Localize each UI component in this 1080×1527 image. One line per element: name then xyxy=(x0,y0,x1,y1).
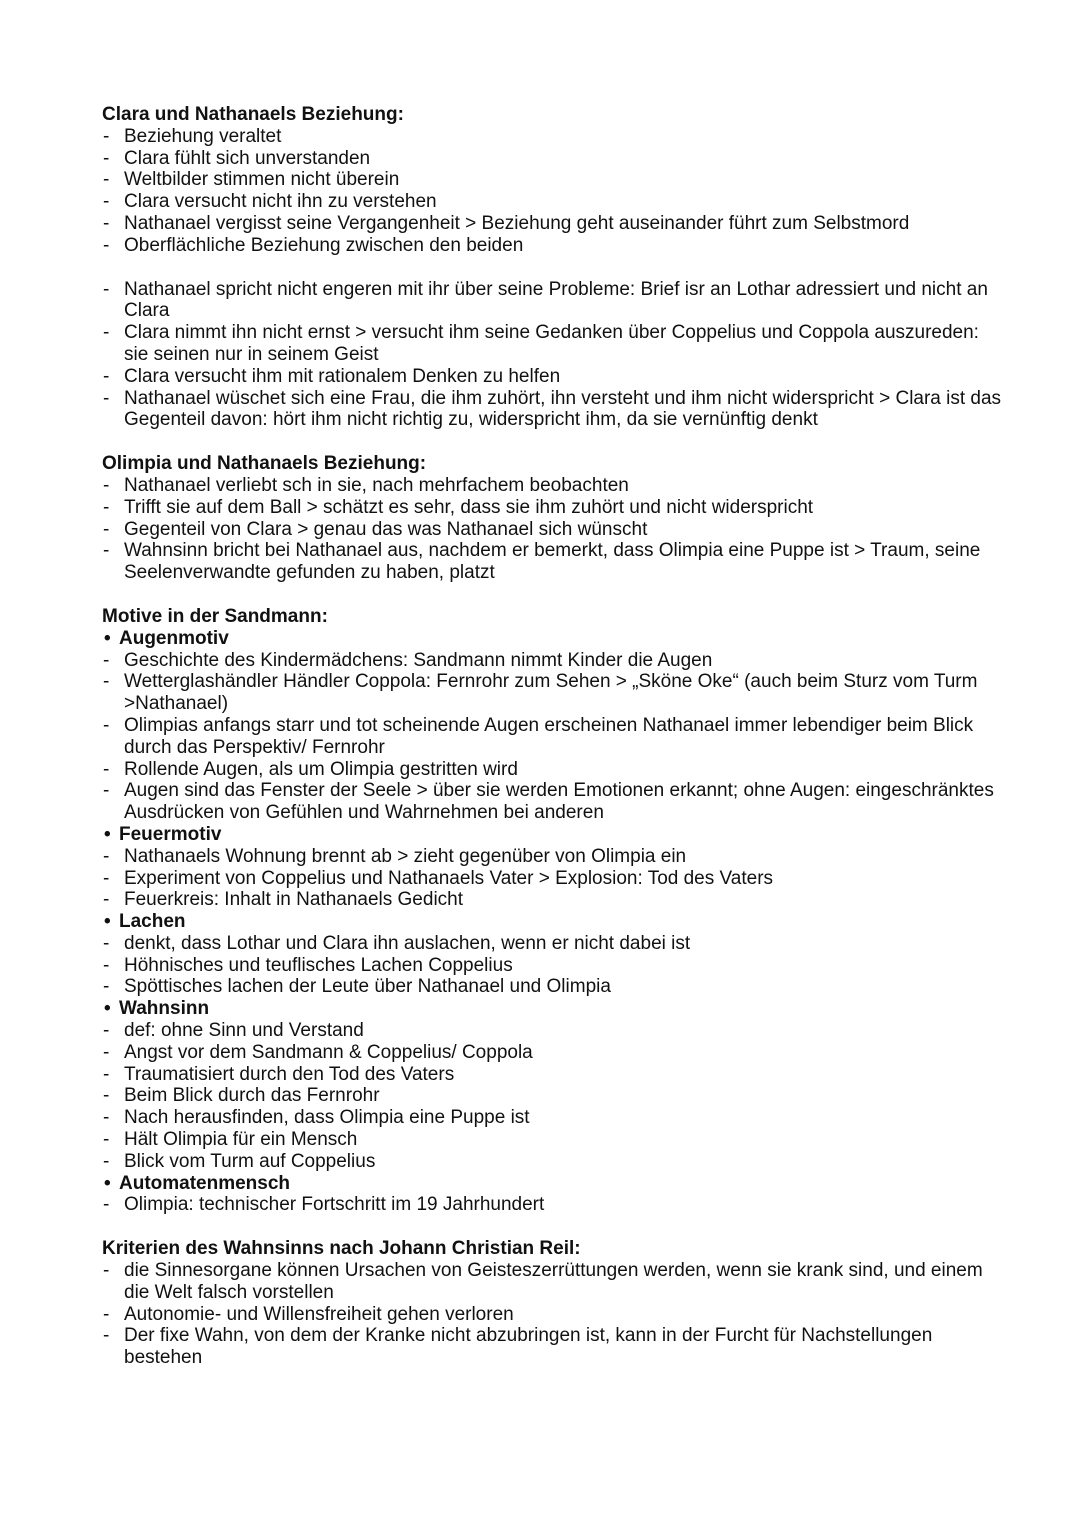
dash-list-item xyxy=(102,1129,1002,1151)
list-item-text: Höhnisches und teuflisches Lachen Coppelius xyxy=(124,954,513,976)
list-item-text: Hält Olimpia für ein Mensch xyxy=(124,1129,358,1151)
dash-list-item xyxy=(102,388,1002,432)
list-item-text: Rollende Augen, als um Olimpia gestritten wird xyxy=(124,758,518,780)
dash-list-item xyxy=(102,780,1002,824)
list-item-text: die Sinnesorgane können Ursachen von Geisteszerrüttungen werden, wenn sie krank sind, und einem die Welt falsch vorstellen xyxy=(124,1260,983,1303)
list-item-text: Nathanaels Wohnung brennt ab > zieht gegenüber von Olimpia ein xyxy=(124,845,687,867)
section-spacer xyxy=(102,584,1002,606)
dash-list-item xyxy=(102,1325,1002,1369)
list-item-text: Nathanael wüschet sich eine Frau, die ihm zuhört, ihn versteht und ihm nicht widerspricht > Clara ist das Gegenteil davon: hört ihm nicht richtig zu, widerspricht ihm, da sie vernünftig denkt xyxy=(124,387,1002,431)
section xyxy=(102,453,1002,584)
list-item-text: Angst vor dem Sandmann & Coppelius/ Coppola xyxy=(124,1041,533,1063)
dash-list-item xyxy=(102,1260,1002,1304)
dash-list-item xyxy=(102,497,1002,519)
list-item-text: Experiment von Coppelius und Nathanaels Vater > Explosion: Tod des Vaters xyxy=(124,867,774,889)
section-spacer xyxy=(102,1216,1002,1238)
list-item-text: Wetterglashändler Händler Coppola: Fernrohr zum Sehen > „Sköne Oke“ (auch beim Sturz vom Turm >Nathanael) xyxy=(124,671,978,715)
dash-list-item xyxy=(102,933,1002,955)
list-item-text: Clara nimmt ihn nicht ernst > versucht ihm seine Gedanken über Coppelius und Coppola auszureden: sie seinen nur in seinem Geist xyxy=(124,322,979,365)
list-item-text: Beziehung veraltet xyxy=(124,125,282,147)
dash-list-item xyxy=(102,1194,1002,1216)
dash-list-item xyxy=(102,715,1002,759)
dash-list-item xyxy=(102,976,1002,998)
list-item-text: Wahnsinn bricht bei Nathanael aus, nachdem er bemerkt, dass Olimpia eine Puppe ist > Traum, seine Seelenverwandte gefunden zu haben, platzt xyxy=(124,540,981,584)
list-item-text: Trifft sie auf dem Ball > schätzt es sehr, dass sie ihm zuhört und nicht widerspricht xyxy=(124,496,814,518)
list-item-text: Feuermotiv xyxy=(119,823,222,845)
dash-list-item xyxy=(102,169,1002,191)
dash-list-item xyxy=(102,846,1002,868)
list-item-text: Gegenteil von Clara > genau das was Nathanael sich wünscht xyxy=(124,518,648,540)
list-item-text: Olimpias anfangs starr und tot scheinende Augen erscheinen Nathanael immer lebendiger beim Blick durch das Perspektiv/ Fernrohr xyxy=(124,714,974,758)
dash-list-item xyxy=(102,519,1002,541)
dash-list-item xyxy=(102,955,1002,977)
dash-list-item xyxy=(102,191,1002,213)
section-heading: Clara und Nathanaels Beziehung: xyxy=(102,104,404,125)
document-page xyxy=(102,104,1002,1369)
list-item-text: Feuerkreis: Inhalt in Nathanaels Gedicht xyxy=(124,889,464,911)
dash-list-item xyxy=(102,235,1002,257)
list-item-text: Der fixe Wahn, von dem der Kranke nicht abzubringen ist, kann in der Furcht für Nachstellungen bestehen xyxy=(124,1325,933,1369)
dash-list-item xyxy=(102,1020,1002,1042)
dash-list-item xyxy=(102,1042,1002,1064)
dash-list-item xyxy=(102,650,1002,672)
list-item-text: Augen sind das Fenster der Seele > über sie werden Emotionen erkannt; ohne Augen: eingeschränktes Ausdrücken von Gefühlen und Wahrnehmen bei anderen xyxy=(124,780,994,824)
dash-list-item xyxy=(102,1304,1002,1326)
section xyxy=(102,606,1002,1216)
dash-list-item xyxy=(102,213,1002,235)
dash-list-item xyxy=(102,889,1002,911)
motif-bullet-item xyxy=(102,911,1002,933)
list-item-text: Olimpia: technischer Fortschritt im 19 Jahrhundert xyxy=(124,1194,545,1216)
dash-list-item xyxy=(102,1151,1002,1173)
dash-list-item xyxy=(102,540,1002,584)
motif-bullet-item xyxy=(102,628,1002,650)
dash-list-item xyxy=(102,126,1002,148)
list-item-text: Automatenmensch xyxy=(119,1172,291,1194)
dash-list-item xyxy=(102,366,1002,388)
dash-list-item xyxy=(102,475,1002,497)
list-item-text: Clara versucht ihm mit rationalem Denken zu helfen xyxy=(124,365,561,387)
list-item-text: def: ohne Sinn und Verstand xyxy=(124,1020,364,1042)
dash-list-item xyxy=(102,1064,1002,1086)
list-item-text: Lachen xyxy=(119,911,186,933)
list-item-text: Nathanael spricht nicht engeren mit ihr über seine Probleme: Brief isr an Lothar adressiert und nicht an Clara xyxy=(124,278,988,322)
motif-bullet-item xyxy=(102,998,1002,1020)
list-item-text: denkt, dass Lothar und Clara ihn auslachen, wenn er nicht dabei ist xyxy=(124,932,691,954)
dash-list-item xyxy=(102,759,1002,781)
dash-list-item xyxy=(102,279,1002,323)
list-item-text: Nach herausfinden, dass Olimpia eine Puppe ist xyxy=(124,1107,530,1129)
list-item-text: Blick vom Turm auf Coppelius xyxy=(124,1150,376,1172)
list-item-text: Weltbilder stimmen nicht überein xyxy=(124,169,400,191)
list-item-text: Beim Blick durch das Fernrohr xyxy=(124,1085,380,1107)
section-spacer xyxy=(102,431,1002,453)
list-item-text: Augenmotiv xyxy=(119,627,229,649)
list-item-text: Nathanael vergisst seine Vergangenheit > Beziehung geht auseinander führt zum Selbstmord xyxy=(124,212,910,234)
paragraph-spacer xyxy=(102,257,1002,279)
list-item-text: Autonomie- und Willensfreiheit gehen verloren xyxy=(124,1303,514,1325)
section-heading: Motive in der Sandmann: xyxy=(102,605,328,627)
list-item-text: Wahnsinn xyxy=(119,998,210,1020)
section xyxy=(102,104,1002,431)
motif-bullet-item xyxy=(102,824,1002,846)
motif-bullet-item xyxy=(102,1173,1002,1195)
dash-list-item xyxy=(102,148,1002,170)
dash-list-item xyxy=(102,868,1002,890)
list-item-text: Nathanael verliebt sch in sie, nach mehrfachem beobachten xyxy=(124,474,629,496)
list-item-text: Oberflächliche Beziehung zwischen den beiden xyxy=(124,234,524,256)
section-heading: Kriterien des Wahnsinns nach Johann Christian Reil: xyxy=(102,1238,581,1260)
list-item-text: Geschichte des Kindermädchens: Sandmann nimmt Kinder die Augen xyxy=(124,649,713,671)
list-item-text: Traumatisiert durch den Tod des Vaters xyxy=(124,1063,455,1085)
list-item-text: Clara fühlt sich unverstanden xyxy=(124,147,371,169)
dash-list-item xyxy=(102,322,1002,366)
dash-list-item xyxy=(102,671,1002,715)
dash-list-item xyxy=(102,1085,1002,1107)
dash-list-item xyxy=(102,1107,1002,1129)
section xyxy=(102,1238,1002,1369)
list-item-text: Clara versucht nicht ihn zu verstehen xyxy=(124,191,437,213)
list-item-text: Spöttisches lachen der Leute über Nathanael und Olimpia xyxy=(124,976,611,998)
section-heading: Olimpia und Nathanaels Beziehung: xyxy=(102,453,427,475)
